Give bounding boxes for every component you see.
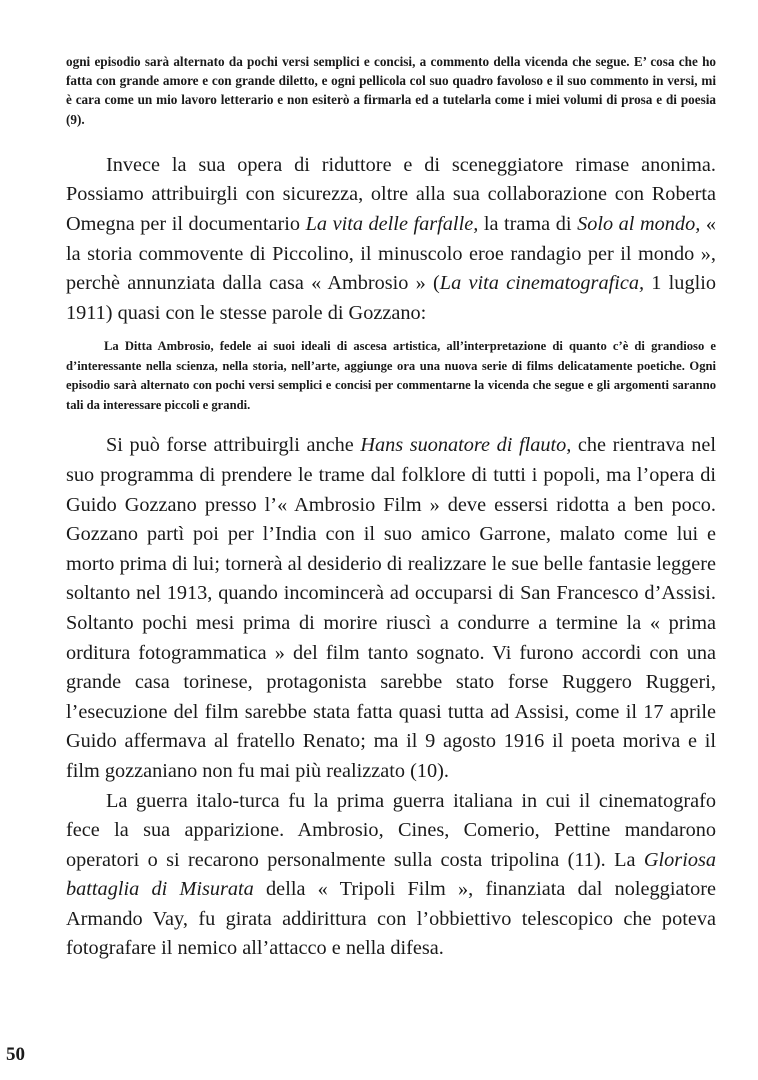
paragraph-hans-text-b: che rientrava nel suo programma di prendere le trame dal folklore di tutti i popoli, ma l’opera di Guido Gozzano presso l’« Ambrosio Film » deve essersi ridotta a ben poco. Gozzano partì poi per l’India con il suo amico Garrone, malato come lui e morto prima di lui; tornerà al desiderio di realizzare le sue belle fantasie leggere soltanto nel 1913, quando incomincerà ad occuparsi di San Francesco d’Assisi. Soltanto pochi mesi prima di morire riuscì a condurre a termine la « prima orditura fotogrammatica » del film tanto sognato. Vi furono accordi con una grande casa torinese, protagonista sarebbe stato forse Ruggero Ruggeri, l’esecuzione del film sarebbe stata fatta quasi tutta ad Assisi, come il 17 aprile Guido affermava al fratello Renato; ma il 9 agosto 1916 il poeta moriva e il film gozzaniano non fu mai più realizzato (10). bbox=[66, 434, 716, 782]
paragraph-hans bbox=[66, 431, 716, 786]
paragraph-hans-text-a: Si può forse attribuirgli anche bbox=[106, 434, 361, 457]
title-hans-suonatore: Hans suonatore di flauto, bbox=[360, 434, 572, 457]
page-body bbox=[66, 52, 716, 964]
paragraph-riduttore-text-a: Invece la sua opera di riduttore e di sceneggiatore rimase anonima. Possiamo attribuirgli con sicurezza, oltre alla sua collaborazione con Roberta Omegna per il documentario bbox=[66, 153, 716, 235]
paragraph-guerra-text-b: della « Tripoli Film », finanziata dal noleggiatore Armando Vay, fu girata addirittura con l’obbiettivo telescopico che poteva fotografare il nemico all’attacco e nella difesa. bbox=[66, 878, 716, 960]
paragraph-riduttore-text-d: 1 luglio 1911) quasi con le stesse parole di Gozzano: bbox=[66, 272, 716, 324]
paragraph-riduttore-text-c: « la storia commovente di Piccolino, il minuscolo eroe randagio per il mondo », perchè annunziata dalla casa « Ambrosio » ( bbox=[66, 213, 716, 295]
page-number: 50 bbox=[6, 1044, 25, 1065]
title-solo-al-mondo: Solo al mondo, bbox=[577, 213, 701, 235]
paragraph-guerra bbox=[66, 787, 716, 965]
top-paragraph: ogni episodio sarà alternato da pochi versi semplici e concisi, a commento della vicenda che segue. E’ cosa che ho fatta con grande amore e con grande diletto, e ogni pellicola col suo quadro favoloso e il suo commento in versi, mi è cara come un mio lavoro letterario e non esiterò a firmarla ed a tutelarla come i miei volumi di prosa e di poesia (9). bbox=[66, 54, 716, 127]
paragraph-riduttore-text-b: la trama di bbox=[478, 213, 578, 235]
paragraph-riduttore bbox=[66, 151, 716, 329]
title-gloriosa-battaglia: Gloriosa battaglia di Misurata bbox=[66, 848, 716, 901]
title-vita-delle-farfalle: La vita delle farfalle, bbox=[305, 213, 479, 235]
title-vita-cinematografica: La vita cinematografica, bbox=[439, 272, 645, 295]
block-quote-ambrosio: La Ditta Ambrosio, fedele ai suoi ideali di ascesa artistica, all’interpretazione di quanto c’è di grandioso e d’interessante nella scienza, nella storia, nell’arte, aggiunge ora una nuova serie di films delicatamente poetiche. Ogni episodio sarà alternato con pochi versi semplici e concisi per commentarne la vicenda che segue e gli argomenti saranno tali da interessare piccoli e grandi. bbox=[66, 339, 716, 412]
paragraph-guerra-text-a: La guerra italo-turca fu la prima guerra italiana in cui il cinematografo fece la sua apparizione. Ambrosio, Cines, Comerio, Pettine mandarono operatori o si recarono personalmente sulla costa tripolina (11). La bbox=[66, 789, 716, 871]
